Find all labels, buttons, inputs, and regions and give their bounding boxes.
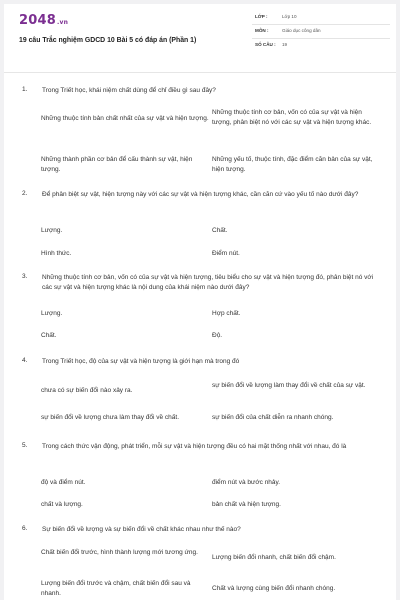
- meta-value: Giáo dục công dân: [282, 28, 321, 33]
- answer-option[interactable]: Lượng biến đổi trước và chậm, chất biến đổi sau và nhanh.: [41, 580, 191, 597]
- question-number: 5.: [22, 442, 28, 449]
- answer-option[interactable]: sự biến đổi về lượng làm thay đổi về chất của sự vật.: [212, 382, 366, 389]
- meta-row-class: [252, 11, 390, 25]
- meta-row-count: [252, 39, 390, 52]
- meta-value: Lớp 10: [282, 14, 297, 19]
- question-text: Để phân biệt sự vật, hiện tượng này với các sự vật và hiện tượng khác, cần căn cứ vào yếu tố nào dưới đây?: [42, 191, 359, 198]
- answer-option[interactable]: Những yếu tố, thuộc tính, đặc điểm căn bản của sự vật, hiện tượng.: [212, 156, 373, 173]
- answer-option[interactable]: sự biến đổi của chất diễn ra nhanh chóng.: [212, 414, 334, 421]
- meta-value: 19: [282, 42, 288, 47]
- answer-option[interactable]: Lượng biến đổi nhanh, chất biến đổi chậm.: [212, 554, 336, 561]
- document-title: 19 câu Trắc nghiệm GDCD 10 Bài 5 có đáp án (Phần 1): [19, 37, 197, 44]
- answer-option[interactable]: Những thành phần cơ bản để cấu thành sự vật, hiện tượng.: [41, 156, 193, 173]
- answer-option[interactable]: độ và điểm nút.: [41, 479, 86, 486]
- question-text: Sự biến đổi về lượng và sự biến đổi về chất khác nhau như thế nào?: [42, 526, 241, 533]
- answer-option[interactable]: điểm nút và bước nhảy.: [212, 479, 281, 486]
- question-text: Trong Triết học, khái niệm chất dùng để chỉ điều gì sau đây?: [42, 87, 216, 94]
- document-header: [4, 4, 396, 68]
- answer-option[interactable]: Độ.: [212, 332, 223, 339]
- question-number: 4.: [22, 357, 28, 364]
- answer-option[interactable]: Chất biến đổi trước, hình thành lượng mới tương ứng.: [41, 549, 198, 556]
- answer-option[interactable]: sự biến đổi về lượng chưa làm thay đổi về chất.: [41, 414, 179, 421]
- answer-option[interactable]: Điểm nút.: [212, 250, 240, 257]
- header-divider: [4, 72, 396, 73]
- question-number: 2.: [22, 190, 28, 197]
- meta-key: SỐ CÂU :: [255, 42, 276, 47]
- question-text: Trong cách thức vận động, phát triển, mỗi sự vật và hiện tượng đều có hai mặt thống nhất với nhau, đó là: [42, 443, 347, 450]
- answer-option[interactable]: Lượng.: [41, 310, 63, 317]
- meta-row-subject: [252, 25, 390, 39]
- question-number: 6.: [22, 525, 28, 532]
- document-page: [4, 4, 396, 600]
- question-number: 1.: [22, 86, 28, 93]
- question-number: 3.: [22, 273, 28, 280]
- site-logo[interactable]: [19, 13, 68, 28]
- answer-option[interactable]: Chất và lượng cùng biến đổi nhanh chóng.: [212, 585, 336, 592]
- answer-option[interactable]: Những thuộc tính bản chất nhất của sự vật và hiện tượng.: [41, 115, 209, 122]
- answer-option[interactable]: Chất.: [41, 332, 57, 339]
- meta-key: MÔN :: [255, 28, 269, 33]
- question-text: Những thuộc tính cơ bản, vốn có của sự vật và hiện tượng, tiêu biểu cho sự vật và hiện tượng đó, phân biệt nó với các sự vật và hiện tượng khác là nội dung của khái niệm nào dưới đây?: [42, 274, 374, 291]
- answer-option[interactable]: Lượng.: [41, 227, 63, 234]
- answer-option[interactable]: bản chất và hiện tượng.: [212, 501, 281, 508]
- meta-key: LỚP :: [255, 14, 268, 19]
- question-text: Trong Triết học, độ của sự vật và hiện tượng là giới hạn mà trong đó: [42, 358, 240, 365]
- logo-suffix: .vn: [56, 19, 69, 26]
- answer-option[interactable]: Hình thức.: [41, 250, 72, 257]
- answer-option[interactable]: Những thuộc tính cơ bản, vốn có của sự vật và hiện tượng, phân biệt nó với các sự vật và hiện tượng khác.: [212, 109, 372, 126]
- answer-option[interactable]: chất và lượng.: [41, 501, 83, 508]
- logo-text: 2048: [19, 13, 56, 28]
- meta-info-table: [252, 11, 390, 52]
- answer-option[interactable]: chưa có sự biến đổi nào xảy ra.: [41, 387, 133, 394]
- answer-option[interactable]: Hợp chất.: [212, 310, 241, 317]
- answer-option[interactable]: Chất.: [212, 227, 228, 234]
